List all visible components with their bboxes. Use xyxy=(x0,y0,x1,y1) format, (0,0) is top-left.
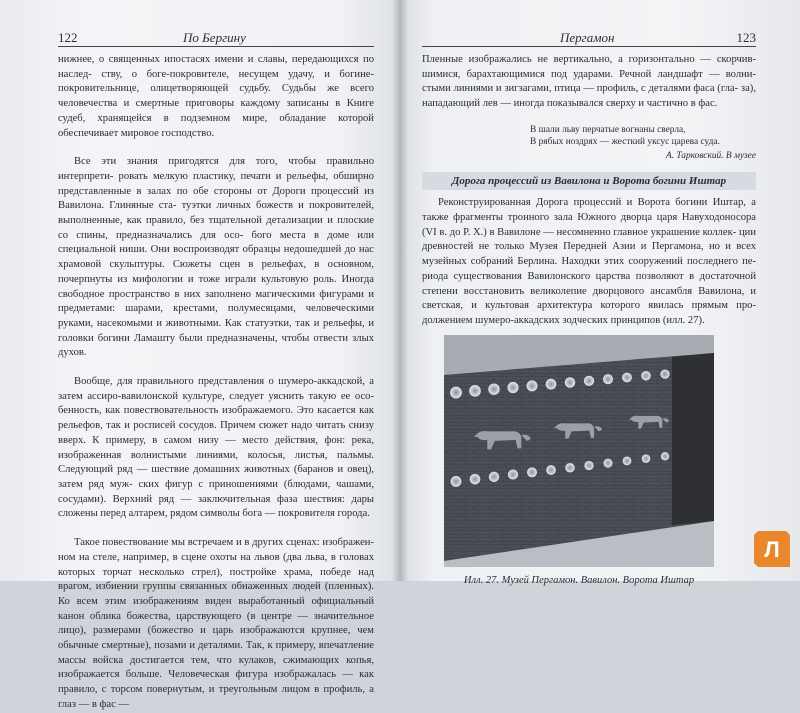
paragraph xyxy=(58,536,374,712)
ishtar-gate-illustration xyxy=(444,335,714,567)
text-line: вверх. К примеру, в самом низу — место действия, фон: река, изображенная xyxy=(58,434,374,461)
rosette xyxy=(451,476,462,487)
rosette xyxy=(507,382,518,393)
text-line: богини Ламашту были предназначены, чтобы отвести злых духов. xyxy=(58,332,374,359)
rosette xyxy=(565,463,574,472)
text-line: стыми линиями и зигзагами, птица — профиль, с деталями фаса (гла- xyxy=(422,83,741,95)
rosette xyxy=(565,377,575,387)
text-line: приговоры каждому записаны в Книге судеб, хранящейся в подземном xyxy=(58,98,374,124)
text-line: ряд — заключительная фаза шествия: дары сложены перед алтарем, xyxy=(58,493,374,520)
text-line: недошедшей до нас храмовой скульптуры. Сюжеты сцен в рельефах, в xyxy=(58,244,374,271)
rosette xyxy=(527,380,538,391)
book-gutter xyxy=(392,0,408,581)
text-line: которых торчат несколько стрел), постройке храма, победе над врагом, xyxy=(58,566,374,593)
right-running-title: Пергамон xyxy=(560,30,615,45)
text-line: позами и деталями. Так, к примеру, впечатление массы войска xyxy=(58,640,374,666)
text-line: ских фигур с приношениями (блюдами, чашами, сосудами). Верхний xyxy=(58,478,374,505)
rosette xyxy=(470,473,481,484)
text-line: достигается тем, что кулаков, сжимающих копья, изображается больше. xyxy=(58,654,374,681)
rosette xyxy=(488,383,499,394)
rosette xyxy=(450,386,462,398)
rosette xyxy=(661,452,669,460)
text-line: и светская, и культовая архитектура которого явилась прямым про- xyxy=(422,285,756,312)
logo-letter: Л xyxy=(764,537,780,562)
text-line: степени восстановить великолепие дворцового ансамбля Вавилона, xyxy=(422,285,751,297)
text-line: насекомыми и животными. Как статуэтки, так и рельефы, и головки xyxy=(58,317,374,344)
text-line: залах по обе стороны от Дороги процессий из Вавилона. Глиняные ста- xyxy=(58,185,374,212)
text-line: божества, царствующего (в центре — значительное лицо), размерами xyxy=(58,610,374,637)
left-running-title: По Бергину xyxy=(183,30,246,45)
text-line: за), нападающий лев — иногда показывался сверху и частично в фас. xyxy=(422,83,756,110)
text-line: музейных собраний Берлина. Находки этих сооружений последнего пе- xyxy=(422,256,756,268)
right-section-paragraph xyxy=(422,196,756,328)
section-heading: Дорога процессий из Вавилона и Ворота богини Иштар xyxy=(422,172,756,190)
rosette xyxy=(584,375,594,385)
left-page xyxy=(0,0,400,710)
epigraph xyxy=(530,124,756,163)
text-line: нижнее, о священных ипостасях имени и славы, передающихся по наслед- xyxy=(58,54,374,80)
paragraph xyxy=(422,53,756,112)
left-page-number: 122 xyxy=(58,30,78,45)
rosette xyxy=(660,369,669,378)
text-line: Человеческая фигура изображалась — как правило, с торсом xyxy=(58,669,374,696)
text-line: должением шумеро-аккадских зодческих принципов (илл. 27). xyxy=(422,314,705,326)
publisher-logo xyxy=(752,529,792,569)
right-intro-paragraph xyxy=(422,53,756,112)
text-line: этим изображениям виден выработанный официальный канон облика xyxy=(58,595,374,622)
paragraph xyxy=(58,155,374,361)
rosette xyxy=(546,465,556,475)
paragraph xyxy=(58,375,374,522)
text-line: олицетворяющей судьбу. Судьбы же всего человечества и смертные xyxy=(58,83,374,110)
text-line: также фрагменты тронного зала Южного дворца царя Навуходоносора xyxy=(422,212,756,224)
text-line: мире, обладание которой обеспечивает мировое господство. xyxy=(58,112,374,139)
text-line: основном, почерпнуты из мифологии и тоже играли культовую роль. xyxy=(58,259,374,285)
epigraph-line: В рябых ноздрях — жесткий уксус царева суда. xyxy=(530,137,720,148)
text-line: ном на стеле, например, в сцене охоты на львов (два льва, в головах xyxy=(58,551,374,563)
rosette xyxy=(622,372,632,382)
left-body-text xyxy=(58,53,374,713)
text-line: бенность, как повествовательность изображаемого. Это касается как xyxy=(58,405,374,417)
text-line: Такое повествование мы встречаем и в других сценах: изображен- xyxy=(74,537,374,549)
rosette xyxy=(527,467,537,477)
text-line: волнистыми линиями, колосья, листья, пальмы. Следующий xyxy=(58,449,375,476)
figure-caption: Илл. 27. Музей Пергамон. Вавилон. Ворота Иштар xyxy=(463,574,695,586)
text-line: (VI в. до Р. Х.) в Вавилоне — несомненно главное украшение коллек- xyxy=(422,226,739,238)
text-line: избиении группы связанных обнаженных людей (пленных). Ко всем xyxy=(58,581,374,607)
paragraph xyxy=(422,196,756,328)
right-page-number: 123 xyxy=(736,30,756,45)
rosette xyxy=(584,460,593,469)
text-line: Реконструированная Дорога процессий и Ворота богини Иштар, а xyxy=(438,197,756,209)
rosette xyxy=(623,456,632,465)
doorway-shadow xyxy=(672,353,714,525)
rosette xyxy=(642,454,651,463)
text-line: рядом символы бога — покровителя города. xyxy=(170,508,370,520)
right-page xyxy=(400,0,800,586)
paragraph xyxy=(58,53,374,141)
text-line: тщательной детализации и плоские со спины, предназначались для осо- xyxy=(58,215,374,241)
text-line: ровать мелкую пластику, печати и рельефы, обширно представленные в xyxy=(58,170,374,197)
epigraph-line: В шали льву перчатые вогнаны сверла, xyxy=(530,124,686,135)
text-line: ции древностей не только Музея Передней Азии и Пергамона, но и всех xyxy=(422,226,756,253)
text-line: шимися, барахтающимися под ударами. Речной ландшафт — волни- xyxy=(422,68,756,80)
text-line: ству, о боге-покровителе, несущем удачу, и богине-покровительнице, xyxy=(58,68,374,95)
epigraph-attribution: А. Тарковский. В музее xyxy=(665,150,756,161)
left-running-header xyxy=(58,30,374,47)
rosette xyxy=(508,469,518,479)
rosette xyxy=(489,471,499,481)
epigraph-lines xyxy=(530,124,756,149)
rosette xyxy=(603,458,612,467)
rosette xyxy=(469,385,481,397)
text-line: Иногда свободное пространство в них заполнено магическими фигурами xyxy=(58,273,374,300)
text-line: (божество и царь изображаются крупнее, чем обычные смертные), xyxy=(58,625,374,652)
text-line: Пленные изображались не вертикально, а горизонтально — скорчив- xyxy=(422,54,756,65)
ishtar-gate-photo xyxy=(444,335,714,567)
text-line: и предметами: шарами, крестами, полумесяцами, человеческими руками, xyxy=(58,288,374,329)
text-line: риода существования Вавилонского царства позволяют в достаточной xyxy=(422,270,756,282)
text-line: Вообще, для правильного представления о шумеро-аккадской, а xyxy=(74,376,374,388)
text-line: рельефов, так и росписей сосудов. Причем сюжет надо читать снизу xyxy=(58,420,374,432)
rosette xyxy=(546,378,557,389)
text-line: Все эти знания пригодятся для того, чтобы правильно интерпрети- xyxy=(58,156,374,182)
rosette xyxy=(641,371,651,381)
text-line: повернутым, и треугольным лицом в профиль, а глаз — в фас — xyxy=(58,684,374,710)
right-running-header xyxy=(422,30,756,47)
text-line: ряд — шествие домашних животных (баранов и овец), затем ряд муж- xyxy=(58,464,374,490)
text-line: затем ассиро-вавилонской культуре, следует уяснить такую ее осо- xyxy=(58,390,374,402)
text-line: бого места в доме или специальной ниши. Они воспроизводят образцы xyxy=(58,229,374,256)
rosette xyxy=(603,374,613,384)
text-line: туэтки личных божеств и покровителей, выполненные, как правило, без xyxy=(58,200,374,227)
